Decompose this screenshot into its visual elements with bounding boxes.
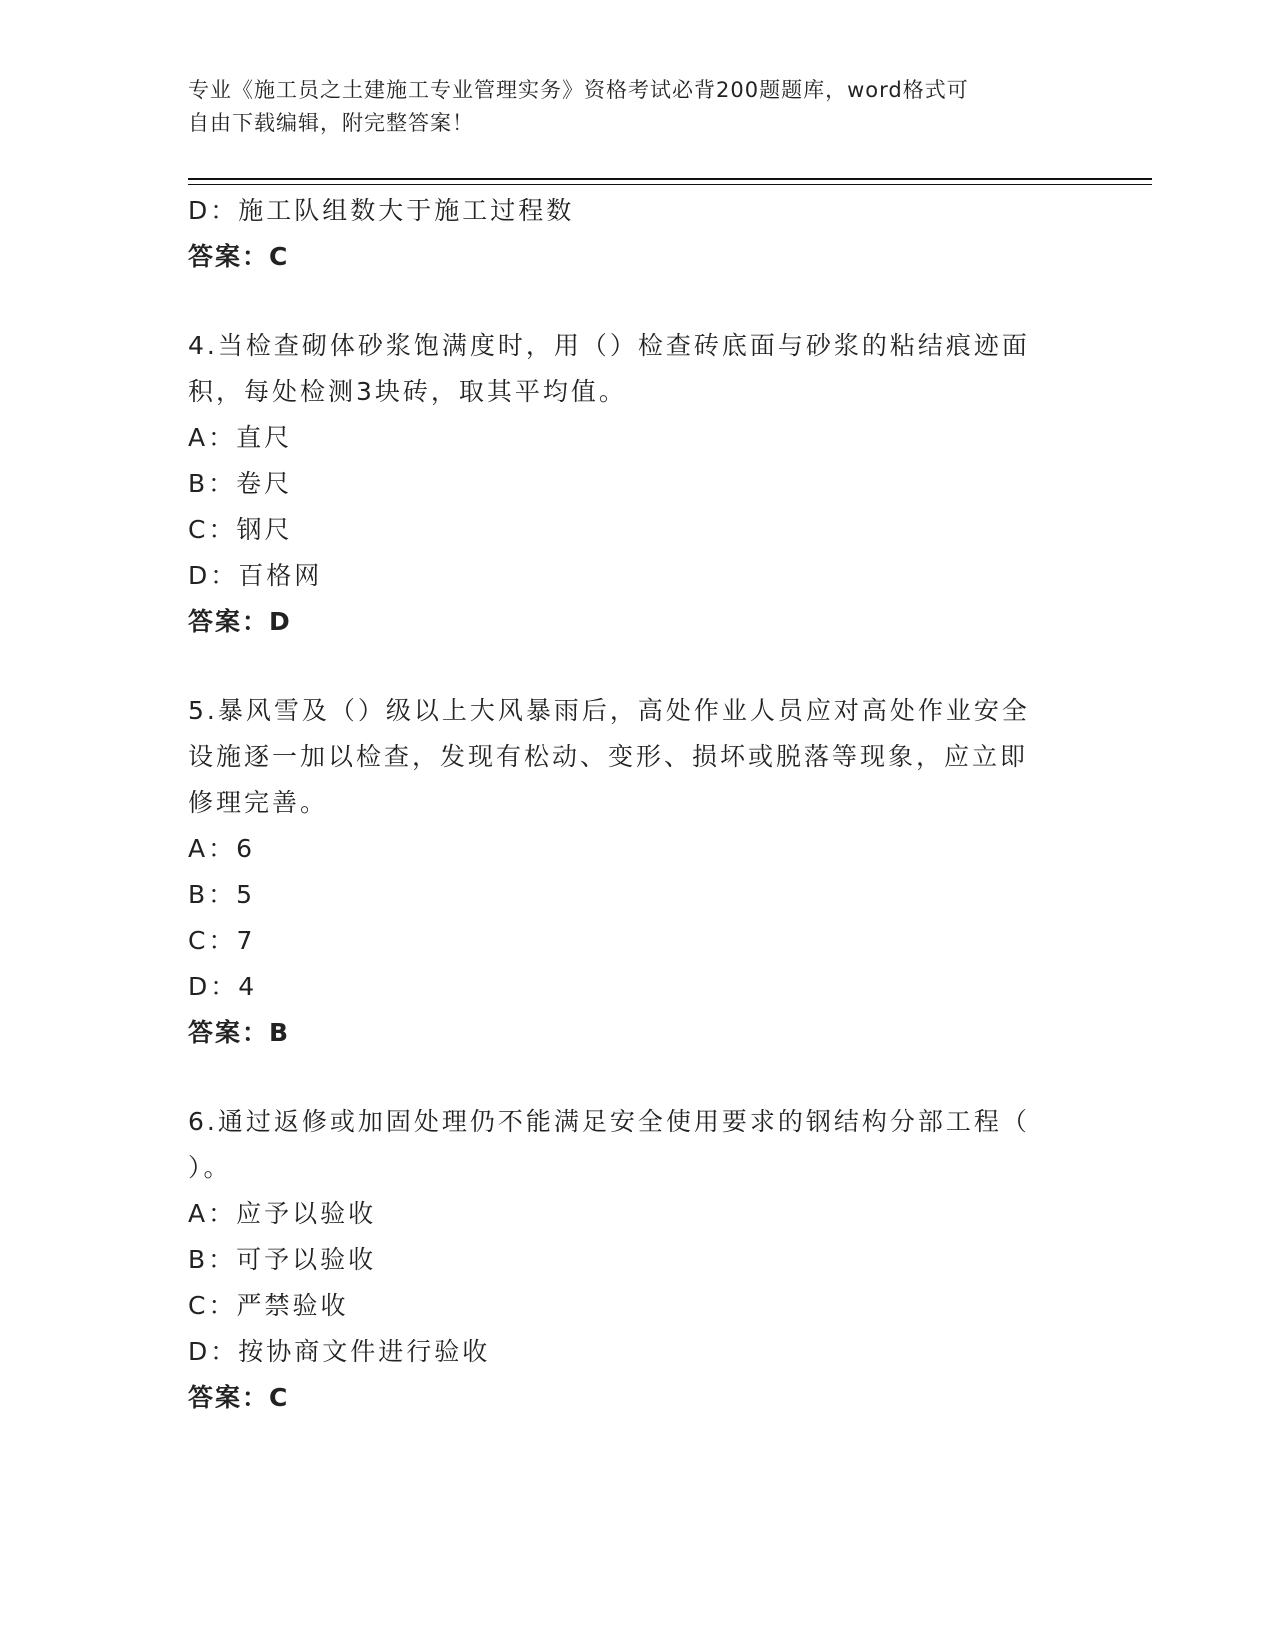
question-5-option-d: D：4 [188, 972, 258, 1001]
question-5-option-b: B：5 [188, 880, 256, 909]
question-5-stem-line-2: 设施逐一加以检查，发现有松动、变形、损坏或脱落等现象，应立即 [188, 742, 1029, 771]
question-6 [188, 1099, 1068, 1421]
question-spacer [188, 1056, 1068, 1099]
header-title-line-2: 自由下载编辑，附完整答案！ [188, 111, 474, 135]
question-6-option-d: D：按协商文件进行验收 [188, 1337, 491, 1366]
page-header [188, 74, 1068, 140]
question-4-stem-line-2: 积，每处检测3块砖，取其平均值。 [188, 377, 627, 406]
question-3 [188, 188, 1068, 280]
question-5-stem-line-1: 5.暴风雪及（）级以上大风暴雨后，高处作业人员应对高处作业安全 [188, 696, 1030, 725]
question-6-stem-line-2: ）。 [188, 1153, 232, 1182]
question-4-answer: 答案：D [188, 607, 292, 636]
question-5-option-a: A：6 [188, 834, 256, 863]
question-4 [188, 323, 1068, 645]
header-divider-thin [188, 184, 1152, 185]
question-6-stem-line-1: 6.通过返修或加固处理仍不能满足安全使用要求的钢结构分部工程（ [188, 1107, 1030, 1136]
header-title-line-1: 专业《施工员之土建施工专业管理实务》资格考试必背200题题库，word格式可 [188, 78, 969, 102]
question-spacer [188, 645, 1068, 688]
header-divider-thick [188, 178, 1152, 180]
question-6-option-b: B：可予以验收 [188, 1245, 377, 1274]
question-5-stem-line-3: 修理完善。 [188, 788, 329, 817]
question-4-option-c: C：钢尺 [188, 515, 293, 544]
question-5-answer: 答案：B [188, 1018, 291, 1047]
question-3-answer: 答案：C [188, 242, 290, 271]
question-4-stem-line-1: 4.当检查砌体砂浆饱满度时，用（）检查砖底面与砂浆的粘结痕迹面 [188, 331, 1030, 360]
question-3-option-d: D：施工队组数大于施工过程数 [188, 196, 575, 225]
question-5 [188, 688, 1068, 1056]
question-list [188, 188, 1068, 1421]
question-4-option-b: B：卷尺 [188, 469, 293, 498]
question-6-option-a: A：应予以验收 [188, 1199, 377, 1228]
question-5-option-c: C：7 [188, 926, 256, 955]
question-6-answer: 答案：C [188, 1383, 290, 1412]
question-6-option-c: C：严禁验收 [188, 1291, 349, 1320]
question-4-option-a: A：直尺 [188, 423, 293, 452]
question-spacer [188, 280, 1068, 323]
question-4-option-d: D：百格网 [188, 561, 323, 590]
